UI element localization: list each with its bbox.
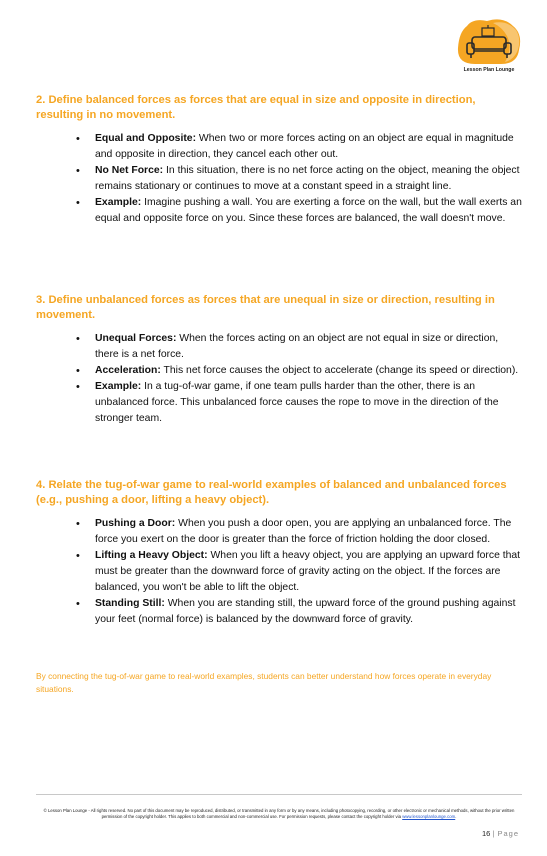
item-text: In this situation, there is no net force acting on the object, meaning the object remains stationary or continues to move at a constant speed in a straight line. — [95, 165, 520, 192]
section-unbalanced-forces — [36, 293, 522, 427]
bullet-icon: • — [76, 365, 80, 377]
item-term: Acceleration: — [95, 365, 161, 376]
bullet-icon: • — [76, 333, 80, 345]
item-term: Equal and Opposite: — [95, 133, 197, 144]
page-separator: | — [492, 829, 496, 838]
list-item — [36, 379, 522, 427]
section-heading: 3. Define unbalanced forces as forces that are unequal in size or direction, resulting in movement. — [36, 294, 495, 321]
page-number-value: 16 — [481, 829, 491, 838]
list-item — [36, 163, 522, 195]
item-term: Example: — [95, 197, 142, 208]
list-item — [36, 516, 522, 548]
list-item — [36, 331, 522, 363]
bullet-icon: • — [76, 518, 80, 530]
logo — [453, 18, 525, 76]
list-item — [36, 195, 522, 227]
bullet-icon: • — [76, 598, 80, 610]
logo-text: Lesson Plan Lounge — [463, 67, 515, 73]
bullet-list — [36, 131, 522, 227]
bullet-icon: • — [76, 381, 80, 393]
footer-divider — [36, 794, 522, 795]
section-real-world-examples — [36, 478, 522, 628]
website-link[interactable]: www.lessonplanlounge.com — [402, 814, 456, 819]
link-suffix: . — [455, 814, 457, 819]
sofa-logo-icon — [453, 18, 525, 66]
section-heading: 4. Relate the tug-of-war game to real-world examples of balanced and unbalanced forces (e.g., pushing a door, lifting a heavy object). — [36, 479, 507, 506]
item-text: When two or more forces acting on an object are equal in magnitude and opposite in direction, they cancel each other out. — [95, 133, 514, 160]
list-item — [36, 131, 522, 163]
footer-copyright — [36, 808, 522, 820]
summary-paragraph: By connecting the tug-of-war game to real-world examples, students can better understand how forces operate in everyday situations. — [36, 671, 492, 694]
item-term: Lifting a Heavy Object: — [95, 550, 208, 561]
list-item — [36, 363, 522, 379]
list-item — [36, 548, 522, 596]
bullet-list — [36, 331, 522, 427]
bullet-icon: • — [76, 165, 80, 177]
bullet-icon: • — [76, 550, 80, 562]
item-text: In a tug-of-war game, if one team pulls harder than the other, there is an unbalanced force. This unbalanced force causes the rope to move in the direction of the stronger team. — [95, 381, 499, 424]
item-text: Imagine pushing a wall. You are exerting a force on the wall, but the wall exerts an equal and opposite force on you. Since these forces are balanced, the wall doesn't move. — [95, 197, 522, 224]
bullet-list — [36, 516, 522, 628]
bullet-icon: • — [76, 133, 80, 145]
item-term: Unequal Forces: — [95, 333, 177, 344]
page-label: Page — [497, 829, 519, 838]
item-text: This net force causes the object to accelerate (change its speed or direction). — [160, 365, 519, 376]
item-text: When you push a door open, you are applying an unbalanced force. The force you exert on the door is greater than the force of friction holding the door closed. — [95, 518, 512, 545]
list-item — [36, 596, 522, 628]
copyright-text: © Lesson Plan Lounge - All rights reserved. No part of this document may be reproduced, distributed, or transmitted in any form or by any means, including photocopying, recording, or other electronic or mechanical methods, without the prior written permission of the copyright holder. This applies to both commercial and non-commercial use. For permission requests, please contact the copyright holder via — [43, 808, 515, 819]
item-term: Example: — [95, 381, 142, 392]
bullet-icon: • — [76, 197, 80, 209]
item-term: Standing Still: — [95, 598, 165, 609]
section-heading: 2. Define balanced forces as forces that are equal in size and opposite in direction, resulting in no movement. — [36, 94, 476, 121]
section-balanced-forces — [36, 93, 522, 227]
item-text: When the forces acting on an object are not equal in size or direction, there is a net force. — [95, 333, 499, 360]
item-text: When you lift a heavy object, you are applying an upward force that must be greater than the downward force of gravity acting on the object. If the forces are balanced, you won't be able to lift the object. — [95, 550, 521, 593]
item-text: When you are standing still, the upward force of the ground pushing against your feet (normal force) is balanced by the downward force of gravity. — [95, 598, 516, 625]
item-term: No Net Force: — [95, 165, 164, 176]
page-number — [482, 829, 519, 838]
item-term: Pushing a Door: — [95, 518, 176, 529]
